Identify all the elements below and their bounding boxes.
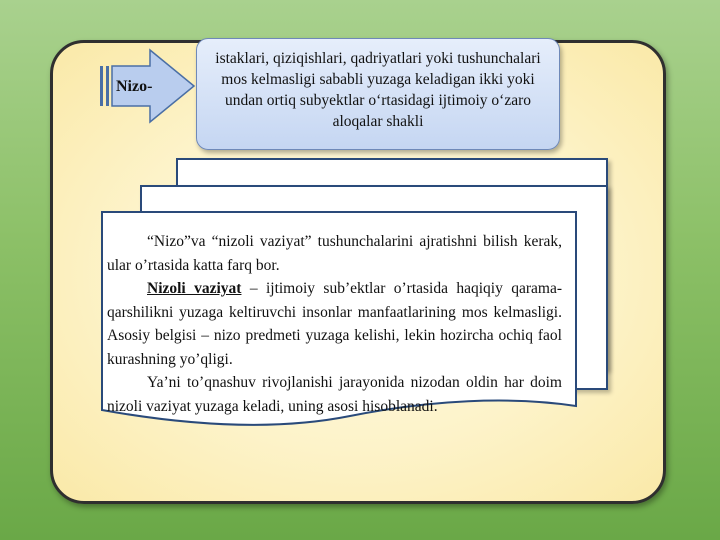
definition-box: istaklari, qiziqishlari, qadriyatlari yoki tushunchalari mos kelmasligi sababli yuzaga keladigan ikki yoki undan ortiq subyektlar o‘rtasidagi ijtimoiy o‘zaro aloqalar shakli (196, 38, 560, 150)
paragraph-3: Ya’ni to’qnashuv rivojlanishi jarayonida nizodan oldin har doim nizoli vaziyat yuzaga keladi, uning asosi hisoblanadi. (107, 374, 562, 415)
document-text (107, 230, 562, 418)
paragraph-2-text: – ijtimoiy sub’ektlar o’rtasida haqiqiy qarama-qarshilikni yuzaga keltiruvchi insonlar manfaatlarining mos kelmasligi. Asosiy belgisi – nizo predmeti yuzaga kelishi, lekin hozircha ochiq faol kurashning yo’qligi. (107, 280, 562, 368)
paragraph-2 (107, 277, 562, 371)
paragraph-2-term: Nizoli vaziyat (147, 280, 242, 297)
paragraph-1: “Nizo”va “nizoli vaziyat” tushunchalarini ajratishni bilish kerak, ular o’rtasida katta farq bor. (107, 233, 562, 274)
term-label: Nizo- (116, 78, 153, 95)
